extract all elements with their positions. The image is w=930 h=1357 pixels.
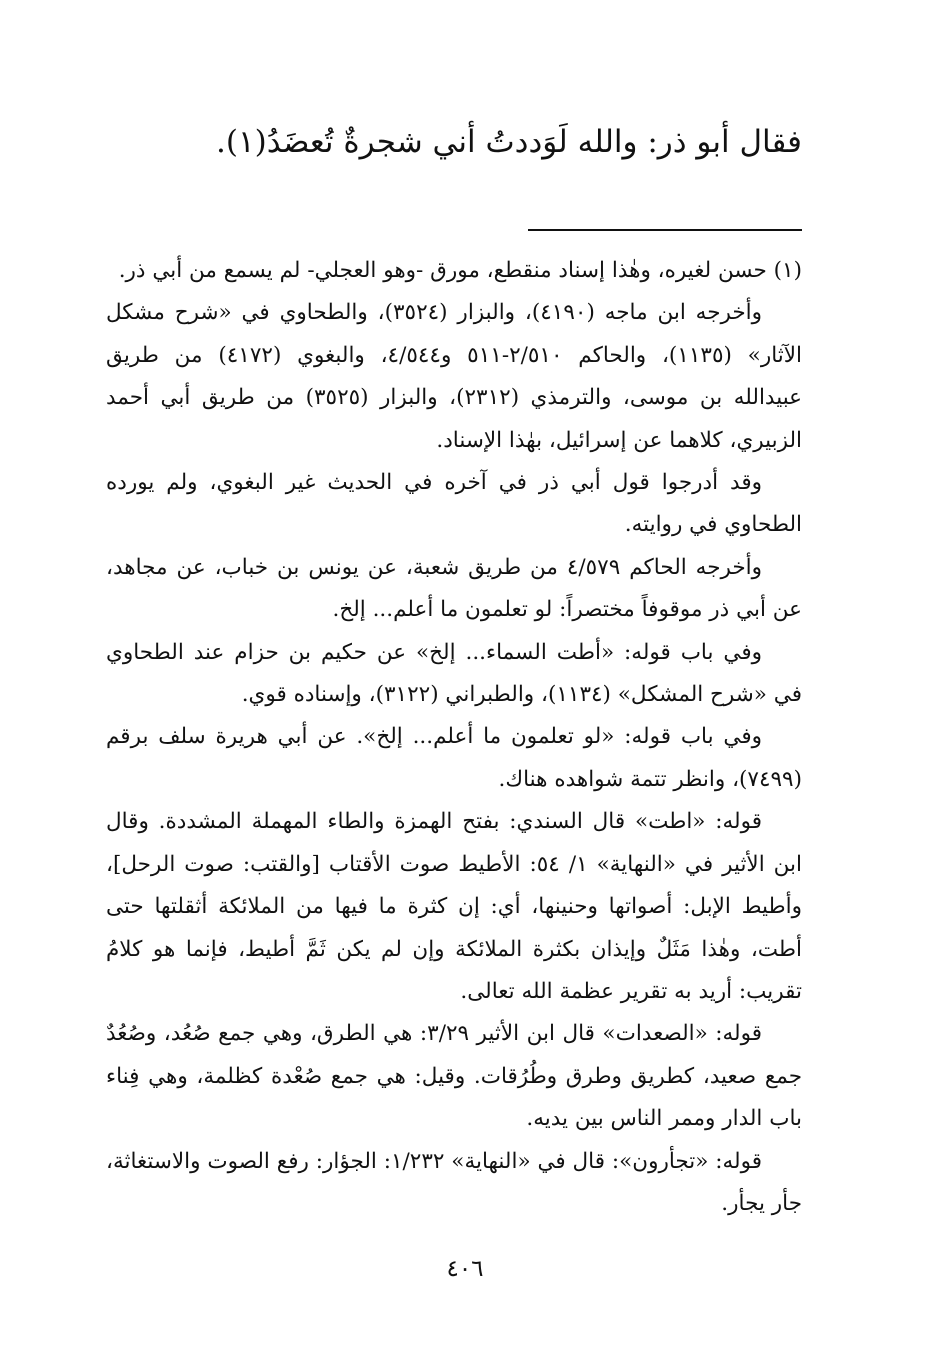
footnote-separator	[528, 229, 802, 231]
main-text: فقال أبو ذر: والله لَوَددتُ أني شجرةٌ تُعضَدُ(١).	[216, 124, 802, 160]
footnotes	[106, 250, 802, 1225]
footnote-paragraph: قوله: «اطت» قال السندي: بفتح الهمزة والطاء المهملة المشددة. وقال ابن الأثير في «النهاية» ١/ ٥٤: الأطيط صوت الأقتاب [والقتب: صوت الرحل]، وأطيط الإبل: أصواتها وحنينها، أي: إن كثرة ما فيها من الملائكة أثقلتها حتى أطت، وهٰذا مَثَلٌ وإيذان بكثرة الملائكة وإن لم يكن ثَمَّ أطيط، فإنما هو كلامُ تقريب: أريد به تقرير عظمة الله تعالى.	[106, 809, 802, 1004]
footnote-paragraph: وفي باب قوله: «أطت السماء... إلخ» عن حكيم بن حزام عند الطحاوي في «شرح المشكل» (١١٣٤)، والطبراني (٣١٢٢)، وإسناده قوي.	[106, 639, 802, 708]
footnote-paragraph: وأخرجه الحاكم ٤/٥٧٩ من طريق شعبة، عن يونس بن خباب، عن مجاهد، عن أبي ذر موقوفاً مختصراً: لو تعلمون ما أعلم... إلخ.	[106, 554, 802, 623]
footnote-paragraph: قوله: «تجأرون»: قال في «النهاية» ١/٢٣٢: الجؤار: رفع الصوت والاستغاثة، جأر يجأر.	[106, 1148, 802, 1216]
footnote-paragraph: وفي باب قوله: «لو تعلمون ما أعلم... إلخ». عن أبي هريرة سلف برقم (٧٤٩٩)، وانظر تتمة شواهده هناك.	[106, 724, 802, 792]
footnote-paragraph: (١) حسن لغيره، وهٰذا إسناد منقطع، مورق -وهو العجلي- لم يسمع من أبي ذر.	[118, 258, 802, 283]
footnote-paragraph: وأخرجه ابن ماجه (٤١٩٠)، والبزار (٣٥٢٤)، والطحاوي في «شرح مشكل الآثار» (١١٣٥)، والحاكم ٢/٥١٠-٥١١ و٤/٥٤٤، والبغوي (٤١٧٢) من طريق عبيدالله بن موسى، والترمذي (٢٣١٢)، والبزار (٣٥٢٥) من طريق أبي أحمد الزبيري، كلاهما عن إسرائيل، بهٰذا الإسناد.	[106, 300, 803, 453]
footnote-paragraph: وقد أدرجوا قول أبي ذر في آخره في الحديث غير البغوي، ولم يورده الطحاوي في روايته.	[106, 470, 802, 538]
footnote-paragraph: قوله: «الصعدات» قال ابن الأثير ٣/٢٩: هي الطرق، وهي جمع صُعُد، وصُعُدٌ جمع صعيد، كطريق وطرق وطُرُقات. وقيل: هي جمع صُعْدة كظلمة، وهي فِناء باب الدار وممر الناس بين يديه.	[106, 1021, 802, 1132]
page-number: ٤٠٦	[446, 1256, 484, 1282]
